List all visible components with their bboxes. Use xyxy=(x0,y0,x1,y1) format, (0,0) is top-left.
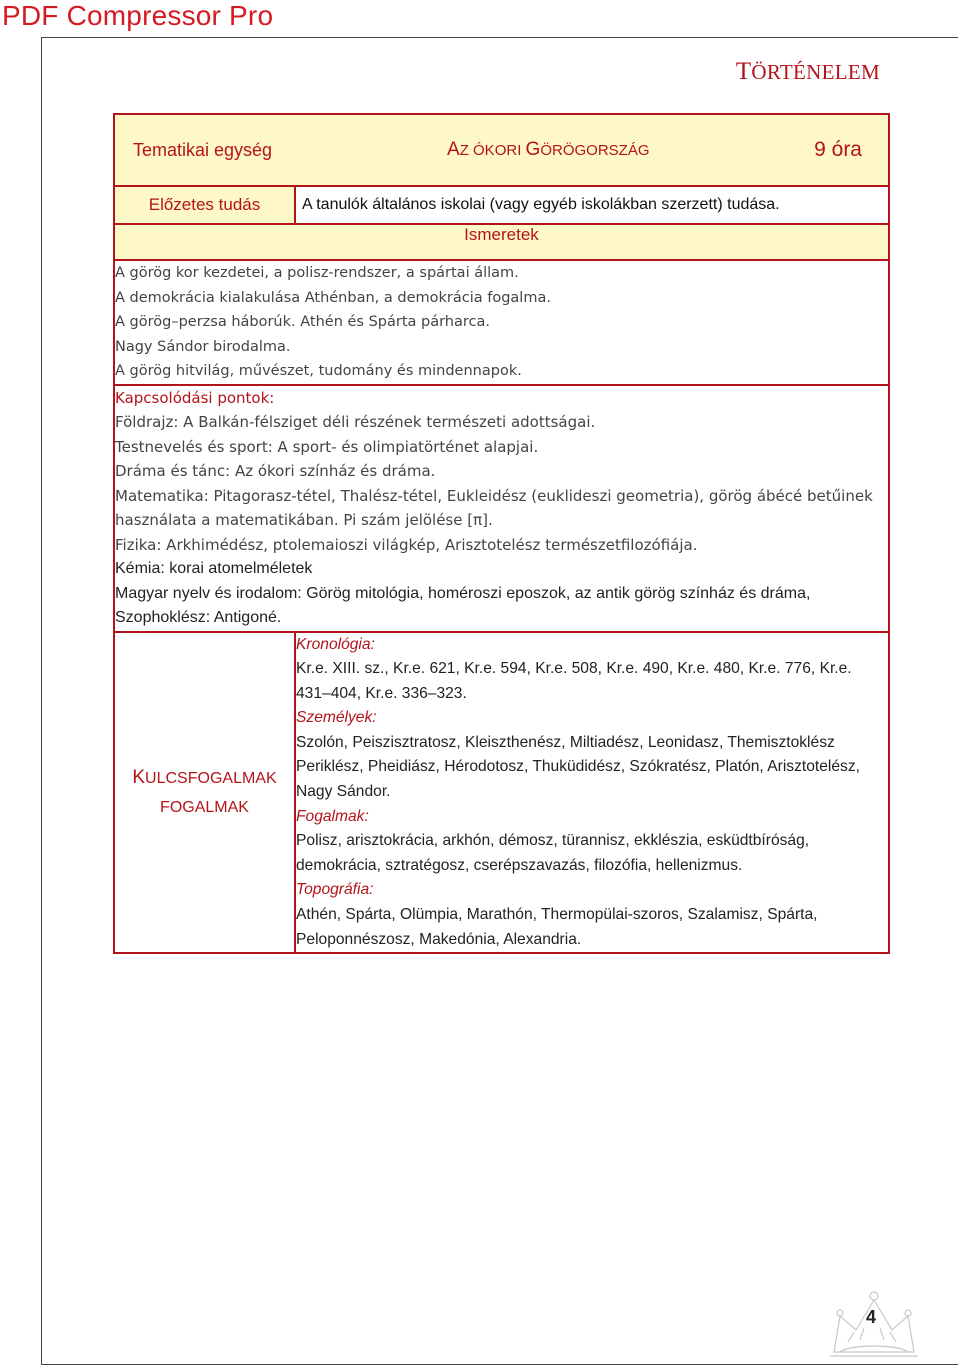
topic-title-z: Z ÓKORI xyxy=(459,142,526,159)
topography-label: Topográfia: xyxy=(296,881,374,899)
connections-row xyxy=(114,385,889,632)
connection-item: Matematika: Pitagorasz-tétel, Thalész-tétel, Eukleidész (euklideszi geometria), görög ábécé betűinek használata a matematikában. Pi szám jelölése [π]. xyxy=(115,486,873,529)
connection-item: Magyar nyelv és irodalom: Görög mitológia, homéroszi eposzok, az antik görög színház és dráma, Szophoklész: Antigoné. xyxy=(115,584,811,626)
topic-label: Tematikai egység xyxy=(133,139,273,160)
knowledge-heading-row xyxy=(114,224,889,260)
app-title: PDF Compressor Pro xyxy=(2,0,274,31)
persons-text: Szolón, Peiszisztratosz, Kleiszthenész, Miltiadész, Leonidasz, Themisztoklész Periklész, Pheidiász, Hérodotosz, Thuküdidész, Szókratész, Platón, Arisztotelész, Nagy Sándor. xyxy=(296,733,860,801)
connections-cell xyxy=(114,385,889,632)
subject-initial: T xyxy=(735,58,752,85)
subject-title xyxy=(736,58,880,86)
topic-row xyxy=(114,114,889,186)
knowledge-row xyxy=(114,260,889,385)
topic-title-rest: ÖRÖGORSZÁG xyxy=(540,142,650,159)
knowledge-item: A görög hitvilág, művészet, tudomány és mindennapok. xyxy=(115,363,522,379)
topic-title-g: G xyxy=(525,139,541,160)
connections-heading: Kapcsolódási pontok: xyxy=(115,388,275,407)
concepts-text: Polisz, arisztokrácia, arkhón, démosz, türannisz, ekklészia, esküdtbíróság, demokrácia, sztratégosz, cserépszavazás, filozófia, hellenizmus. xyxy=(296,832,810,874)
topic-cell xyxy=(114,114,889,186)
knowledge-list xyxy=(114,260,889,385)
curriculum-table xyxy=(113,113,890,954)
key-concepts-initial: K xyxy=(132,766,146,788)
hours: 9 óra xyxy=(814,138,862,161)
chronology-label: Kronológia: xyxy=(296,635,375,653)
connection-item: Fizika: Arkhimédész, ptolemaioszi világkép, Arisztotelész természetfilozófiája. xyxy=(115,535,698,554)
key-concepts-label xyxy=(114,632,295,954)
connection-item: Dráma és tánc: Az ókori színház és dráma. xyxy=(115,462,436,480)
prior-row xyxy=(114,186,889,224)
persons-label: Személyek: xyxy=(296,709,377,727)
prior-label: Előzetes tudás xyxy=(114,186,295,224)
key-concepts-line2: FOGALMAK xyxy=(160,798,249,816)
chronology-text: Kr.e. XIII. sz., Kr.e. 621, Kr.e. 594, Kr.e. 508, Kr.e. 490, Kr.e. 480, Kr.e. 776, Kr.e. 431–404, Kr.e. 336–323. xyxy=(296,660,852,702)
knowledge-heading: Ismeretek xyxy=(114,224,889,260)
subject-rest: ÖRTÉNELEM xyxy=(751,60,880,84)
knowledge-item: A görög kor kezdetei, a polisz-rendszer, a spártai állam. xyxy=(115,265,519,281)
knowledge-item: A demokrácia kialakulása Athénban, a demokrácia fogalma. xyxy=(115,289,551,306)
key-concepts-row xyxy=(114,632,889,954)
key-concepts-content xyxy=(295,632,889,954)
prior-value: A tanulók általános iskolai (vagy egyéb iskolákban szerzett) tudása. xyxy=(295,186,889,224)
connection-item: Földrajz: A Balkán-félsziget déli részének természeti adottságai. xyxy=(115,413,596,431)
page-number: 4 xyxy=(866,1307,877,1327)
topography-text: Athén, Spárta, Olümpia, Marathón, Thermopülai-szoros, Szalamisz, Spárta, Peloponnészosz, Makedónia, Alexandria. xyxy=(296,906,818,948)
concepts-label: Fogalmak: xyxy=(296,807,369,825)
topic-title-a: A xyxy=(447,139,460,160)
key-concepts-rest: ULCSFOGALMAK xyxy=(145,769,277,787)
connection-item: Kémia: korai atomelméletek xyxy=(115,560,313,577)
knowledge-item: Nagy Sándor birodalma. xyxy=(115,338,291,355)
knowledge-item: A görög–perzsa háborúk. Athén és Spárta párharca. xyxy=(115,314,490,330)
connection-item: Testnevelés és sport: A sport- és olimpiatörténet alapjai. xyxy=(115,437,539,456)
topic-title xyxy=(333,139,814,161)
